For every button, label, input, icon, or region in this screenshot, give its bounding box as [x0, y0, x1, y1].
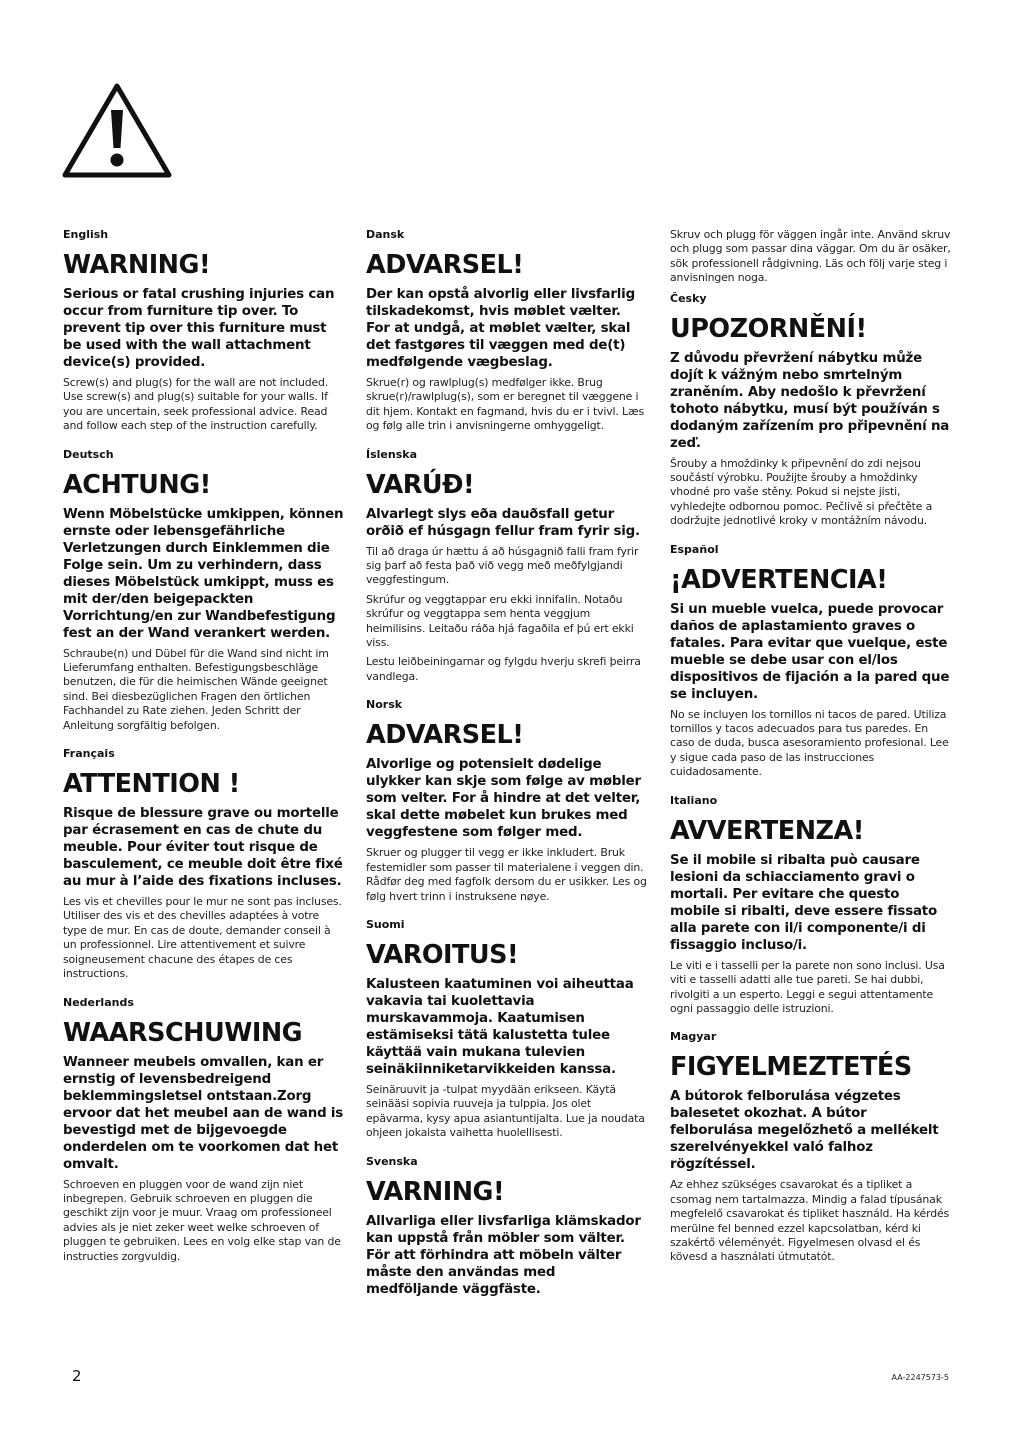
warning-lead: Se il mobile si ribalta può causare lesioni da schiacciamento gravi o mortali. Per evitare che questo mobile si ribalti, deve essere fissato alla parete con il/i componente/i di fissaggio incluso/i. — [670, 852, 938, 953]
warning-lead: Allvarliga eller livsfarliga klämskador kan uppstå från möbler som välter. För att förhindra att möbeln välter måste den användas med medföljande väggfäste. — [366, 1213, 641, 1297]
language-label: Suomi — [366, 917, 405, 931]
warning-heading: VARÚÐ! — [366, 469, 475, 500]
language-label: Italiano — [670, 793, 718, 807]
warning-heading: ACHTUNG! — [63, 469, 211, 500]
section-dansk — [366, 228, 648, 434]
warning-body: Skrúfur og veggtappar eru ekki innifalin. Notaðu skrúfur og veggtappa sem henta veggjum heimilisins. Leitaðu ráða hjá fagaðila ef þú ert ekki viss. — [366, 592, 634, 650]
section-suomi — [366, 918, 648, 1141]
warning-heading: ¡ADVERTENCIA! — [670, 564, 888, 595]
warning-body: Lestu leiðbeiningarnar og fylgdu hverju skrefi þeirra vandlega. — [366, 655, 641, 683]
column-1 — [63, 228, 345, 1278]
warning-body: Az ehhez szükséges csavarokat és a tipliket a csomag nem tartalmazza. Mindig a falad típusának megfelelő csavarokat és tipliket használd. Ha kérdés merülne fel benned ezzel kapcsolatban, kérd ki szakértő véleményét. Figyelmesen olvasd el és kövesd a használati útmutatót. — [670, 1178, 950, 1264]
section-norsk — [366, 698, 648, 904]
warning-heading: ADVARSEL! — [366, 250, 524, 280]
warning-heading: AVVERTENZA! — [670, 815, 864, 846]
warning-lead: Wenn Möbelstücke umkippen, können ernste oder lebensgefährliche Verletzungen durch Einklemmen die Folge sein. Um zu verhindern, dass dieses Möbelstück umkippt, muss es mit der/den beigepackten Vorrichtung/en zur Wandbefestigung fest an der Wand verankert werden. — [63, 506, 344, 641]
warning-lead: A bútorok felborulása végzetes balesetet okozhat. A bútor felborulása megelőzhető a mellékelt szerelvényekkel való falhoz rögzítéssel. — [670, 1089, 939, 1173]
warning-heading: VAROITUS! — [366, 939, 519, 970]
language-label: Íslenska — [366, 447, 417, 461]
column-3 — [670, 228, 952, 1279]
language-label: Česky — [670, 291, 707, 305]
warning-heading: UPOZORNĚNÍ! — [670, 313, 867, 344]
language-label: Nederlands — [63, 995, 134, 1009]
section-nederlands — [63, 996, 345, 1264]
section-deutsch — [63, 448, 345, 733]
warning-body: Le viti e i tasselli per la parete non sono inclusi. Usa viti e tasselli adatti alle tue pareti. Se hai dubbi, rivolgiti a un esperto. Leggi e segui attentamente ogni passaggio delle istruzioni. — [670, 958, 945, 1015]
warning-body: Schraube(n) und Dübel für die Wand sind nicht im Lieferumfang enthalten. Befestigungsbeschläge benutzen, die für die heimischen Wände geeignet sind. Bei diesbezüglichen Fragen den örtlichen Fachhandel zu Rate ziehen. Jeden Schritt der Anleitung sorgfältig befolgen. — [63, 646, 329, 732]
language-label: Español — [670, 542, 719, 556]
warning-lead: Z důvodu převržení nábytku může dojít k vážným nebo smrtelným zraněním. Aby nedošlo k převržení tohoto nábytku, musí být používán s dodaným zařízením pro připevnění na zeď. — [670, 350, 950, 451]
warning-lead: Kalusteen kaatuminen voi aiheuttaa vakavia tai kuolettavia murskavammoja. Kaatumisen estämiseksi tätä kalustetta tulee käyttää vain mukana tulevien seinäkiinniketarvikkeiden kanssa. — [366, 976, 634, 1077]
section-espanol — [670, 543, 952, 780]
warning-lead: Alvorlige og potensielt dødelige ulykker kan skje som følge av møbler som velter. For å hindre at det velter, skal dette møbelet kun brukes med veggfestene som følger med. — [366, 757, 641, 841]
language-label: Dansk — [366, 228, 405, 241]
document-code: AA-2247573-5 — [891, 1373, 949, 1382]
warning-lead: Der kan opstå alvorlig eller livsfarlig tilskadekomst, hvis møblet vælter. For at undgå, at møblet vælter, skal det fastgøres til væggen med de(t) medfølgende vægbeslag. — [366, 287, 635, 370]
warning-heading: FIGYELMEZTETÉS — [670, 1052, 912, 1083]
warning-lead: Si un mueble vuelca, puede provocar daños de aplastamiento graves o fatales. Para evitar que vuelque, este mueble se debe usar con el/los dispositivos de fijación a la pared que se incluyen. — [670, 601, 950, 702]
warning-body: No se incluyen los tornillos ni tacos de pared. Utiliza tornillos y tacos adecuados para tus paredes. En caso de duda, busca asesoramiento profesional. Lee y sigue cada paso de las instrucciones cuidadosamente. — [670, 707, 949, 779]
warning-heading: ADVARSEL! — [366, 720, 524, 751]
warning-lead: Wanneer meubels omvallen, kan er ernstig of levensbedreigend beklemmingsletsel ontstaan.Zorg ervoor dat het meubel aan de wand is bevestigd met de bijgevoegde onderdelen om te voorkomen dat het omvalt. — [63, 1054, 344, 1172]
warning-lead: Alvarlegt slys eða dauðsfall getur orðið ef húsgagn fellur fram fyrir sig. — [366, 506, 640, 539]
warning-body: Skruer og plugger til vegg er ikke inkludert. Bruk festemidler som passer til materialene i veggen din. Rådfør deg med fagfolk dersom du er usikker. Les og følg hvert trinn i instruksene nøye. — [366, 846, 647, 903]
warning-body: Schroeven en pluggen voor de wand zijn niet inbegrepen. Gebruik schroeven en pluggen die geschikt zijn voor je muur. Vraag om professioneel advies als je niet zeker weet welke schroeven of pluggen te gebruiken. Lees en volg elke stap van de instructies zorgvuldig. — [63, 1177, 341, 1263]
warning-body: Til að draga úr hættu á að húsgagnið falli fram fyrir sig þarf að festa það við vegg með meðfylgjandi veggfestingum. — [366, 544, 639, 587]
section-magyar — [670, 1030, 952, 1264]
warning-body: Šrouby a hmoždinky k připevnění do zdi nejsou součástí výrobku. Použijte šrouby a hmoždinky vhodné pro vaše stěny. Pokud si nejste jisti, vyhledejte odbornou pomoc. Pečlivě si přečtěte a dodržujte jednotlivé kroky v montážním návodu. — [670, 456, 933, 528]
warning-heading: VARNING! — [366, 1176, 505, 1207]
warning-lead: Risque de blessure grave ou mortelle par écrasement en cas de chute du meuble. Pour éviter tout risque de basculement, ce meuble doit être fixé au mur à l’aide des fixations incluses. — [63, 806, 343, 890]
column-2 — [366, 228, 648, 1312]
section-italiano — [670, 794, 952, 1017]
warning-body: Skrue(r) og rawlplug(s) medfølger ikke. Brug skrue(r)/rawlplug(s), som er beregnet til væggene i dit hjem. Kontakt en fagmand, hvis du er i tvivl. Læs og følg alle trin i anvisningerne omhyggeligt. — [366, 376, 645, 433]
language-label: Deutsch — [63, 447, 114, 461]
language-label: Norsk — [366, 698, 403, 712]
warning-body: Les vis et chevilles pour le mur ne sont pas incluses. Utiliser des vis et des chevilles adaptées à votre type de mur. En cas de doute, demander conseil à un professionnel. Lire attentivement et suivre soigneusement chacune des étapes de ces instructions. — [63, 895, 342, 981]
warning-triangle-icon — [61, 80, 173, 180]
language-label: English — [63, 228, 109, 241]
page-number: 2 — [72, 1367, 82, 1385]
section-svenska — [366, 1155, 648, 1298]
warning-body: Screw(s) and plug(s) for the wall are not included. Use screw(s) and plug(s) suitable for your walls. If you are uncertain, seek professional advice. Read and follow each step of the instruction carefully. — [63, 376, 329, 433]
language-label: Magyar — [670, 1030, 717, 1044]
warning-heading: WARNING! — [63, 250, 211, 280]
section-islenska — [366, 448, 648, 685]
language-label: Svenska — [366, 1154, 418, 1168]
warning-heading: WAARSCHUWING — [63, 1017, 303, 1048]
warning-lead: Serious or fatal crushing injuries can occur from furniture tip over. To prevent tip over this furniture must be used with the wall attachment device(s) provided. — [63, 287, 335, 370]
warning-heading: ATTENTION ! — [63, 769, 240, 800]
language-label: Français — [63, 747, 115, 761]
section-english — [63, 228, 345, 434]
section-cesky — [670, 292, 952, 529]
section-francais — [63, 747, 345, 981]
svenska-body-continuation: Skruv och plugg för väggen ingår inte. Använd skruv och plugg som passar dina väggar. Om du är osäker, sök professionell rådgivning. Läs och följ varje steg i anvisningen noga. — [670, 228, 951, 285]
warning-body: Seinäruuvit ja -tulpat myydään erikseen. Käytä seinääsi sopivia ruuveja ja tulppia. Jos olet epävarma, kysy apua asiantuntijalta. Lue ja noudata ohjeen jokaista vaihetta huolellisesti. — [366, 1082, 645, 1140]
